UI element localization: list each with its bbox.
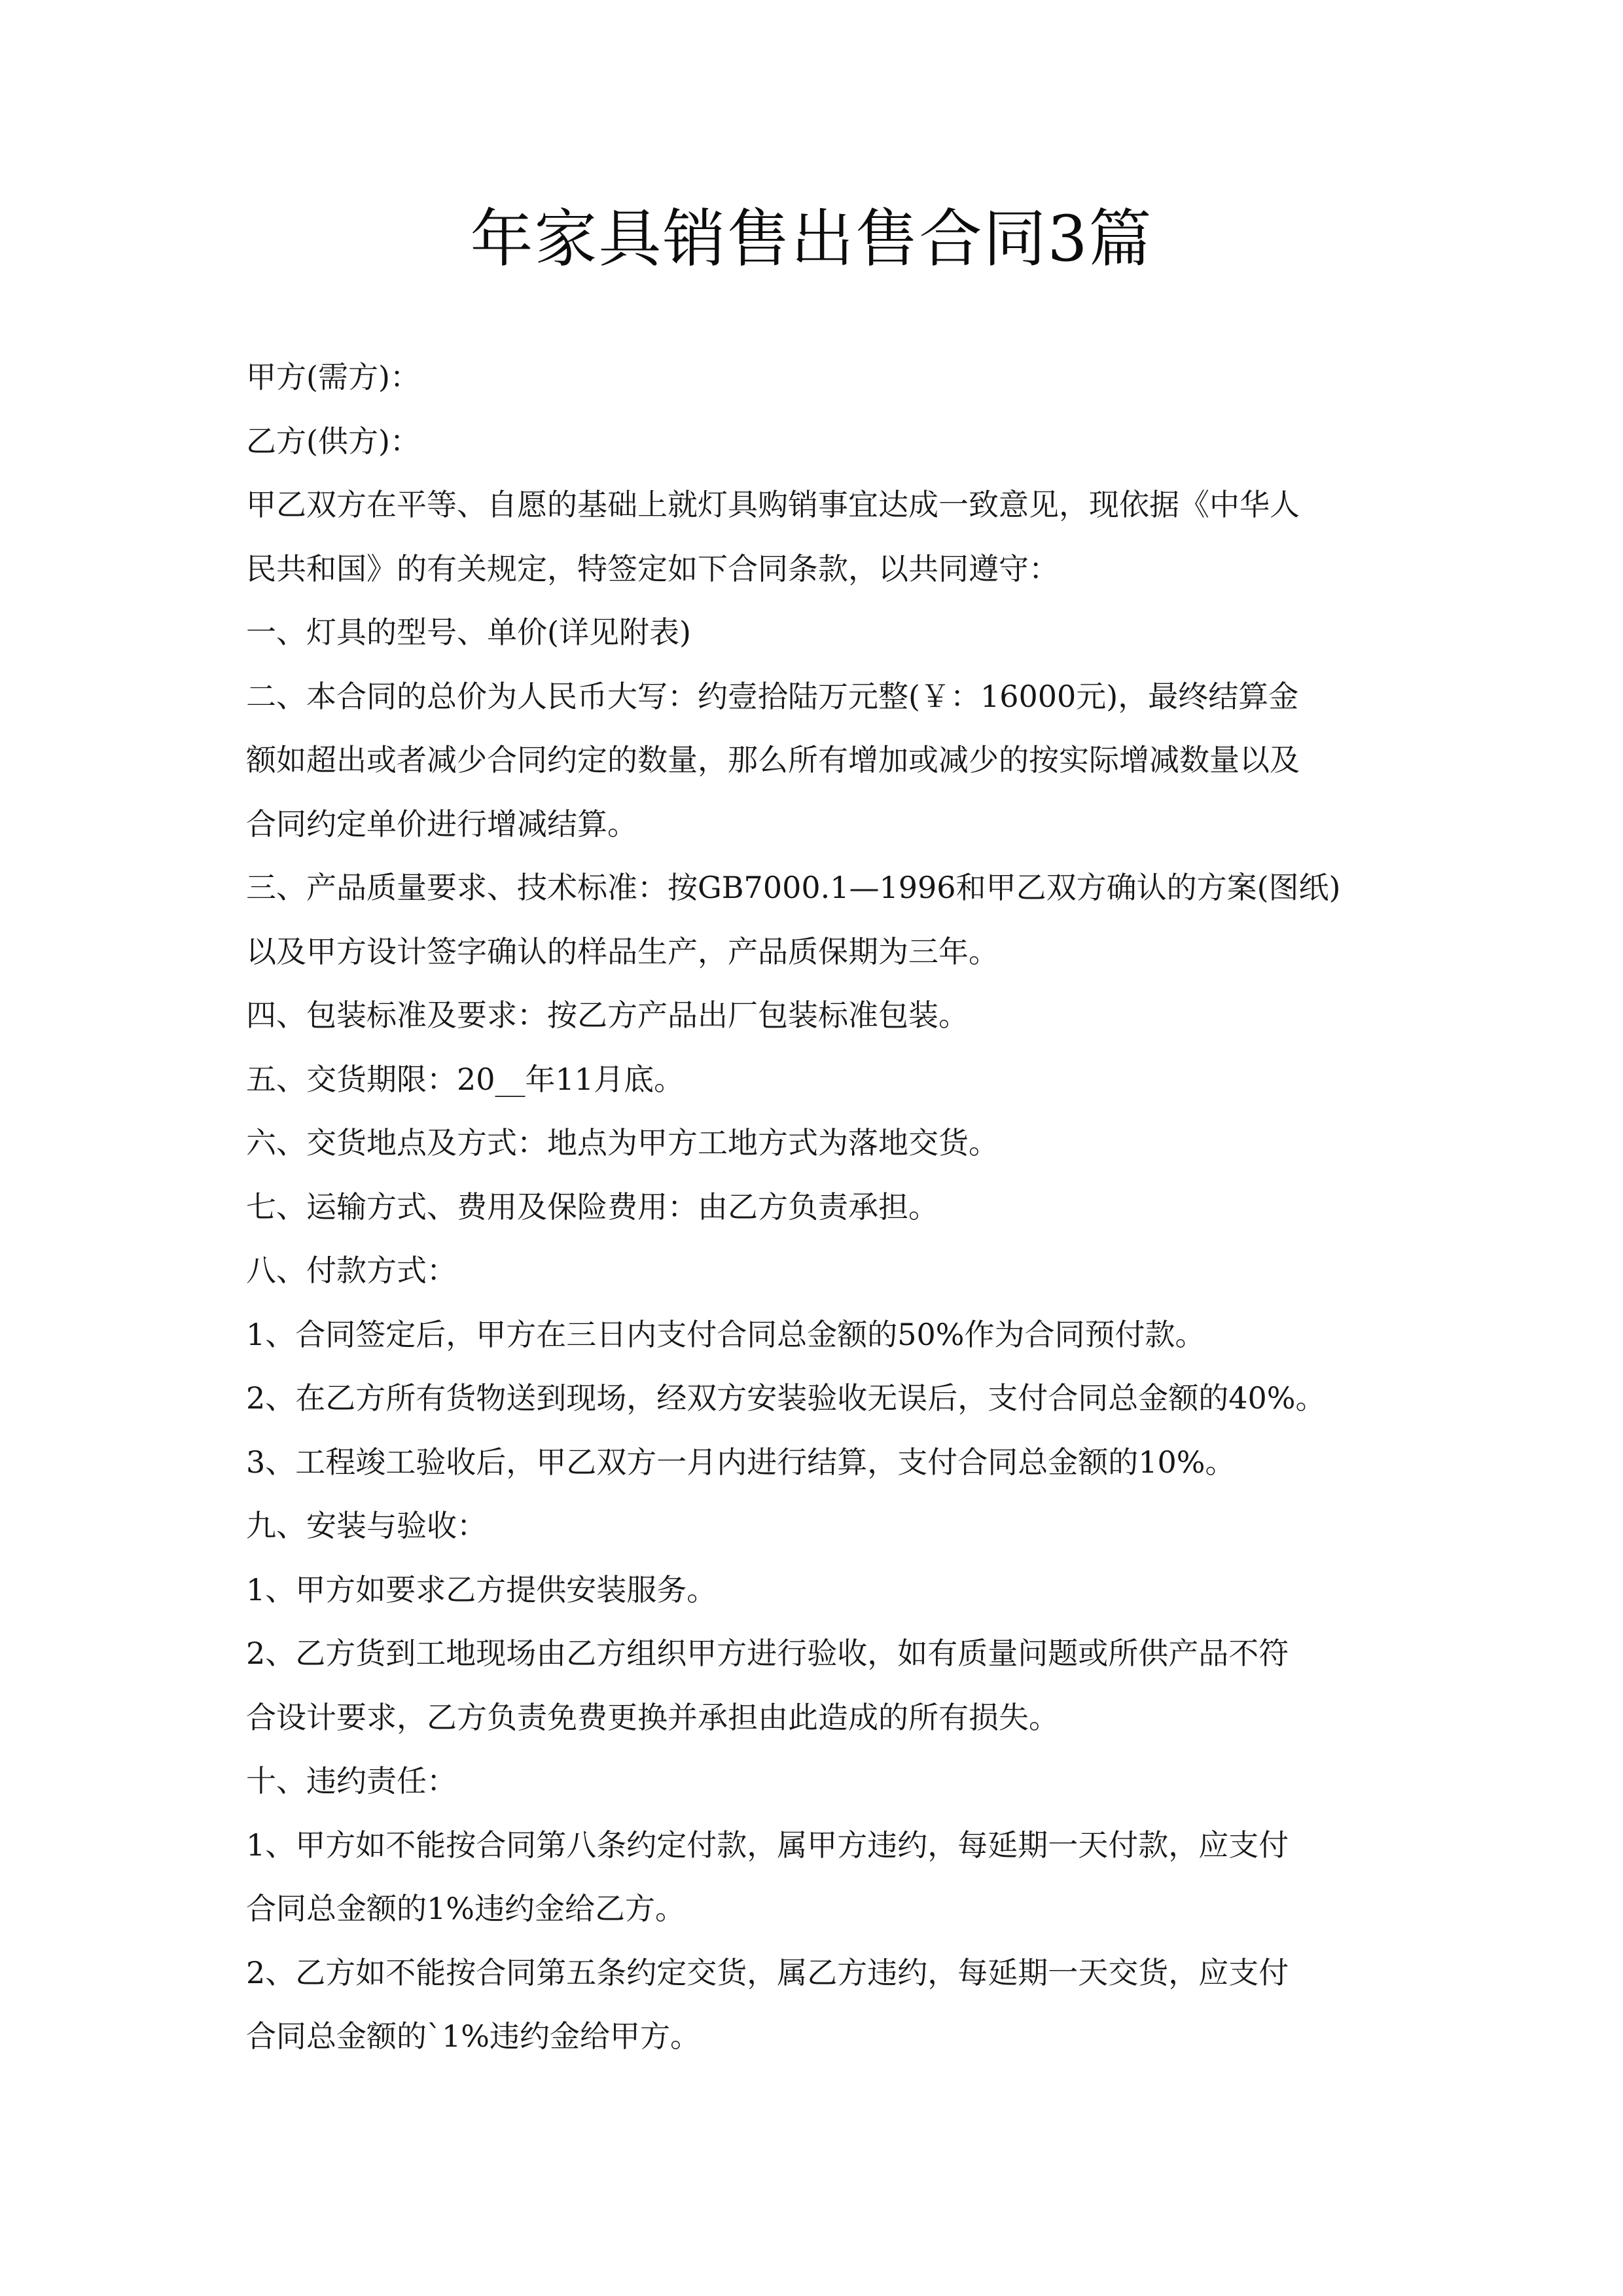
clause-7-line: 七、运输方式、费用及保险费用：由乙方负责承担。 (246, 1189, 938, 1225)
clause-8-item: 2、在乙方所有货物送到现场，经双方安装验收无误后，支付合同总金额的40%。 (246, 1380, 1326, 1416)
clause-3-line: 以及甲方设计签字确认的样品生产，产品质保期为三年。 (246, 933, 999, 969)
clause-1-line: 一、灯具的型号、单价(详见附表) (246, 615, 691, 650)
clause-8-heading: 八、付款方式： (246, 1253, 457, 1288)
clause-8-item: 3、工程竣工验收后，甲乙双方一月内进行结算，支付合同总金额的10%。 (246, 1444, 1236, 1480)
clause-2-line: 额如超出或者减少合同约定的数量，那么所有增加或减少的按实际增减数量以及 (246, 742, 1300, 778)
clause-9-item: 合设计要求，乙方负责免费更换并承担由此造成的所有损失。 (246, 1699, 1059, 1735)
clause-9-item: 1、甲方如要求乙方提供安装服务。 (246, 1571, 717, 1607)
clause-10-item: 合同总金额的`1%违约金给甲方。 (246, 2018, 700, 2054)
clause-10-item: 1、甲方如不能按合同第八条约定付款，属甲方违约，每延期一天付款，应支付 (246, 1827, 1289, 1863)
clause-9-heading: 九、安装与验收： (246, 1508, 487, 1543)
clause-9-item: 2、乙方货到工地现场由乙方组织甲方进行验收，如有质量问题或所供产品不符 (246, 1636, 1289, 1671)
document-body (246, 346, 1398, 2069)
clause-8-item: 1、合同签定后，甲方在三日内支付合同总金额的50%作为合同预付款。 (246, 1316, 1205, 1352)
clause-2-line: 合同约定单价进行增减结算。 (246, 806, 637, 842)
clause-2-line: 二、本合同的总价为人民币大写：约壹拾陆万元整(￥：16000元)，最终结算金 (246, 678, 1299, 714)
party-a-line: 甲方(需方)： (246, 359, 420, 395)
intro-line: 民共和国》的有关规定，特签定如下合同条款，以共同遵守： (246, 550, 1059, 586)
clause-5-line: 五、交货期限：20__年11月底。 (246, 1061, 685, 1097)
party-b-line: 乙方(供方)： (246, 423, 420, 459)
clause-10-heading: 十、违约责任： (246, 1763, 457, 1799)
clause-6-line: 六、交货地点及方式：地点为甲方工地方式为落地交货。 (246, 1125, 999, 1160)
clause-10-item: 合同总金额的1%违约金给乙方。 (246, 1891, 685, 1926)
intro-line: 甲乙双方在平等、自愿的基础上就灯具购销事宜达成一致意见，现依据《中华人 (246, 487, 1300, 522)
clause-10-item: 2、乙方如不能按合同第五条约定交货，属乙方违约，每延期一天交货，应支付 (246, 1954, 1289, 1990)
document-title: 年家具销售出售合同3篇 (470, 202, 1153, 276)
clause-3-line: 三、产品质量要求、技术标准：按GB7000.1—1996和甲乙双方确认的方案(图纸) (246, 870, 1341, 905)
clause-4-line: 四、包装标准及要求：按乙方产品出厂包装标准包装。 (246, 997, 969, 1033)
